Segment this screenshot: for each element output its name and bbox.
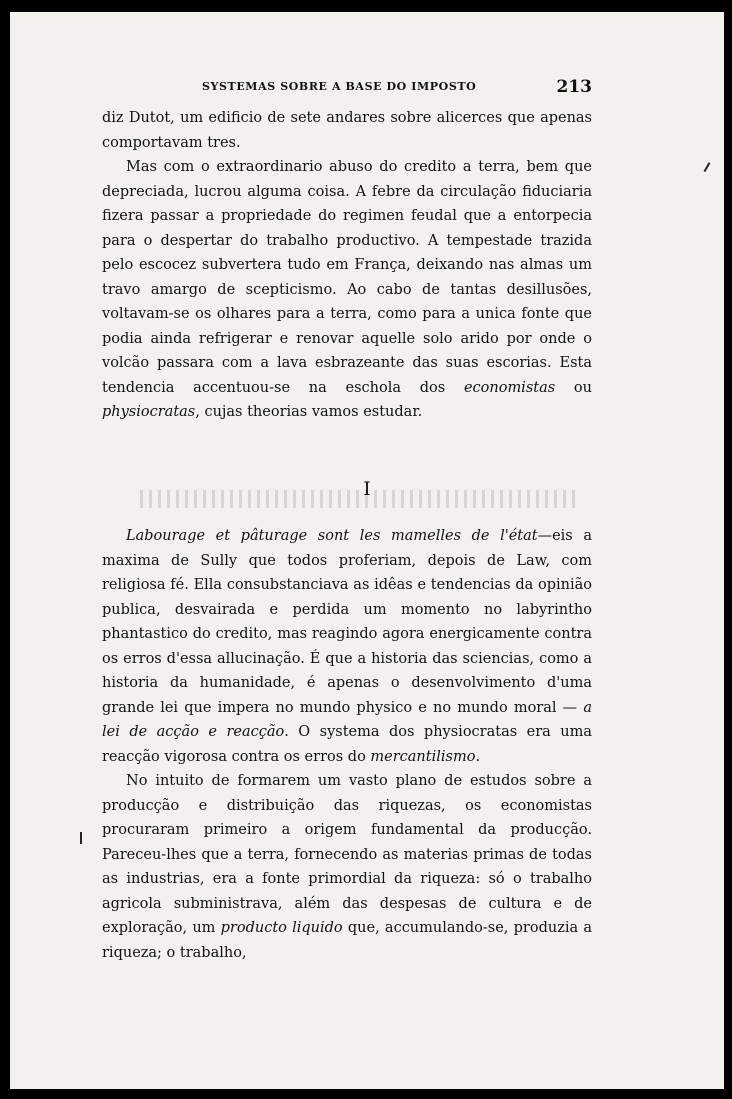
scanned-page [10,12,724,1089]
text-run: , cujas theorias vamos estudar. [195,404,423,420]
paragraph-economists [102,769,592,965]
italic-term: economistas [463,379,556,396]
running-head [102,77,592,102]
text-run: No intuito de formarem um vasto plano de estudos sobre a producção e distribuição das riquezas, os economistas procuraram primeiro a origem fundamental da producção. Pareceu-lhes que a terra, fornecendo as materias primas de todas as industrias, era a fonte primordial da riqueza: só o trabalho agricola subministrava, além das despesas de cultura e de exploração, um [102,773,592,936]
italic-quote: Labourage et pâturage sont les mamelles de l'état [126,528,538,544]
italic-term: a lei de acção e reacção [102,699,592,740]
paragraph-maxim [102,524,592,769]
text-run: . [475,748,481,765]
text-block-bottom [102,524,592,965]
text-run: que, accumulando-se, produzia a riqueza; o trabalho, [102,920,592,961]
section-numeral: I [363,478,371,500]
italic-term: mercantilismo [370,748,476,765]
italic-term: physiocratas [102,404,196,420]
book-page [10,12,724,1089]
text-run: . O systema dos physiocratas era uma reacção vigorosa contra os erros do [102,724,592,765]
italic-term: producto liquido [220,920,343,936]
paragraph-continuation: diz Dutot, um edificio de sete andares sobre alicerces que apenas comportavam tres. [102,110,592,151]
margin-tick [704,162,710,171]
running-title: SYSTEMAS SOBRE A BASE DO IMPOSTO [202,80,477,93]
paragraph-credit [102,155,592,425]
text-run: —eis a maxima de Sully que todos proferiam, depois de Law, com religiosa fé. Ella consubstanciava as idêas e tendencias da opinião publica, desvairada e perdida um momento no labyrintho phantastico do credito, mas reagindo agora energicamente contra os erros d'essa allucinação. É que a historia das sciencias, como a historia da humanidade, é apenas o desenvolvimento d'uma grande lei que impera no mundo physico e no mundo moral — [102,528,592,716]
text-run: ou [555,379,592,396]
margin-tick [80,832,82,844]
text-block-top [102,106,592,425]
text-run: Mas com o extraordinario abuso do credito a terra, bem que depreciada, lucrou alguma coisa. A febre da circulação fiduciaria fizera passar a propriedade do regimen feudal que a entorpecia para o despertar do trabalho productivo. A tempestade trazida pelo escocez subvertera tudo em França, deixando nas almas um travo amargo de scepticismo. Ao cabo de tantas desillusões, voltavam-se os olhares para a terra, como para a unica fonte que podia ainda refrigerar e renovar aquelle solo arido por onde o volcão passara com a lava esbrazeante das suas escorias. Esta tendencia accentuou-se na eschola dos [102,159,592,396]
page-number: 213 [556,77,592,97]
